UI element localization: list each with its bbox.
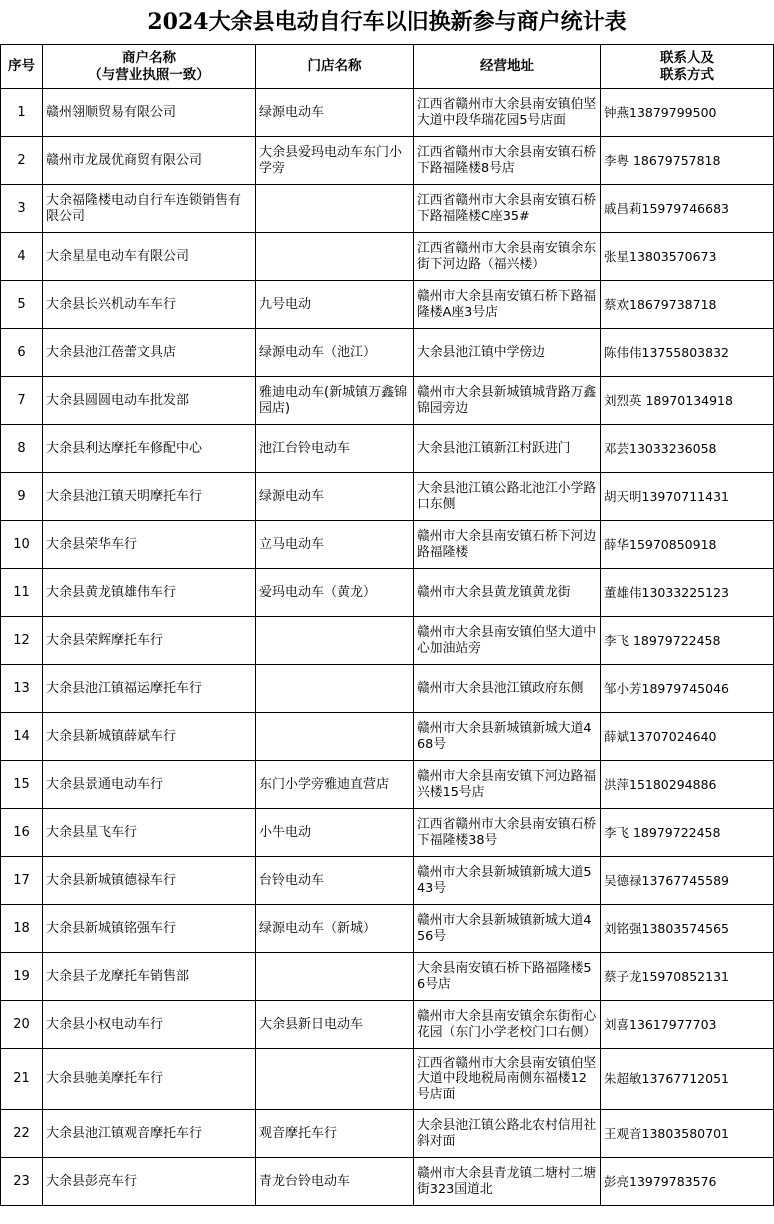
header-address: 经营地址 — [414, 45, 601, 89]
cell-contact: 王观音13803580701 — [601, 1110, 774, 1158]
cell-no: 6 — [1, 329, 43, 377]
cell-store: 绿源电动车 — [256, 473, 414, 521]
table-row — [1, 857, 774, 905]
cell-no: 8 — [1, 425, 43, 473]
cell-merchant: 大余福隆楼电动自行车连锁销售有限公司 — [43, 185, 256, 233]
cell-store: 台铃电动车 — [256, 857, 414, 905]
cell-address: 赣州市大余县南安镇下河边路福兴楼15号店 — [414, 761, 601, 809]
cell-merchant: 大余县驰美摩托车行 — [43, 1049, 256, 1110]
cell-merchant: 大余县长兴机动车车行 — [43, 281, 256, 329]
cell-store — [256, 665, 414, 713]
cell-contact: 蔡欢18679738718 — [601, 281, 774, 329]
cell-no: 20 — [1, 1001, 43, 1049]
cell-address: 大余县池江镇中学傍边 — [414, 329, 601, 377]
cell-merchant: 大余县子龙摩托车销售部 — [43, 953, 256, 1001]
cell-contact: 邓芸13033236058 — [601, 425, 774, 473]
cell-no: 7 — [1, 377, 43, 425]
table-row — [1, 713, 774, 761]
cell-merchant: 赣州翎顺贸易有限公司 — [43, 89, 256, 137]
cell-no: 4 — [1, 233, 43, 281]
cell-merchant: 大余县圆圆电动车批发部 — [43, 377, 256, 425]
cell-merchant: 大余县新城镇薛斌车行 — [43, 713, 256, 761]
cell-no: 21 — [1, 1049, 43, 1110]
cell-address: 赣州市大余县新城镇城背路万鑫锦园旁边 — [414, 377, 601, 425]
cell-store: 绿源电动车 — [256, 89, 414, 137]
cell-contact: 邹小芳18979745046 — [601, 665, 774, 713]
cell-address: 大余县南安镇石桥下路福隆楼56号店 — [414, 953, 601, 1001]
cell-address: 赣州市大余县南安镇石桥下路福隆楼A座3号店 — [414, 281, 601, 329]
table-row — [1, 617, 774, 665]
cell-contact: 李飞 18979722458 — [601, 809, 774, 857]
cell-address: 赣州市大余县青龙镇二塘村二塘街323国道北 — [414, 1158, 601, 1206]
cell-store: 池江台铃电动车 — [256, 425, 414, 473]
cell-contact: 刘铭强13803574565 — [601, 905, 774, 953]
cell-store: 绿源电动车（池江） — [256, 329, 414, 377]
table-row — [1, 281, 774, 329]
cell-store: 九号电动 — [256, 281, 414, 329]
cell-no: 13 — [1, 665, 43, 713]
table-row — [1, 377, 774, 425]
table-row — [1, 233, 774, 281]
cell-no: 1 — [1, 89, 43, 137]
cell-no: 16 — [1, 809, 43, 857]
cell-store: 青龙台铃电动车 — [256, 1158, 414, 1206]
table-row — [1, 809, 774, 857]
header-merchant — [43, 45, 256, 89]
cell-merchant: 大余县小权电动车行 — [43, 1001, 256, 1049]
table-row — [1, 761, 774, 809]
cell-store: 爱玛电动车（黄龙） — [256, 569, 414, 617]
table-row — [1, 1049, 774, 1110]
cell-merchant: 大余县池江蓓蕾文具店 — [43, 329, 256, 377]
cell-merchant: 大余县新城镇铭强车行 — [43, 905, 256, 953]
cell-store: 大余县新日电动车 — [256, 1001, 414, 1049]
cell-store: 东门小学旁雅迪直营店 — [256, 761, 414, 809]
cell-no: 3 — [1, 185, 43, 233]
header-store: 门店名称 — [256, 45, 414, 89]
cell-contact: 朱超敏13767712051 — [601, 1049, 774, 1110]
cell-address: 赣州市大余县新城镇新城大道456号 — [414, 905, 601, 953]
cell-no: 12 — [1, 617, 43, 665]
table-row — [1, 1001, 774, 1049]
cell-no: 10 — [1, 521, 43, 569]
cell-store: 雅迪电动车(新城镇万鑫锦园店) — [256, 377, 414, 425]
cell-no: 23 — [1, 1158, 43, 1206]
cell-store — [256, 233, 414, 281]
cell-merchant: 大余县彭亮车行 — [43, 1158, 256, 1206]
cell-address: 江西省赣州市大余县南安镇余东街下河边路（福兴楼） — [414, 233, 601, 281]
table-row — [1, 953, 774, 1001]
cell-contact: 刘喜13617977703 — [601, 1001, 774, 1049]
cell-store — [256, 185, 414, 233]
cell-no: 19 — [1, 953, 43, 1001]
table-row — [1, 1158, 774, 1206]
table-row — [1, 473, 774, 521]
cell-merchant: 大余县荣辉摩托车行 — [43, 617, 256, 665]
cell-no: 22 — [1, 1110, 43, 1158]
table-row — [1, 137, 774, 185]
cell-merchant: 大余县黄龙镇雄伟车行 — [43, 569, 256, 617]
cell-address: 赣州市大余县南安镇石桥下河边路福隆楼 — [414, 521, 601, 569]
cell-no: 14 — [1, 713, 43, 761]
cell-address: 大余县池江镇公路北农村信用社斜对面 — [414, 1110, 601, 1158]
table-row — [1, 89, 774, 137]
cell-address: 赣州市大余县新城镇新城大道543号 — [414, 857, 601, 905]
cell-merchant: 大余星星电动车有限公司 — [43, 233, 256, 281]
cell-store: 立马电动车 — [256, 521, 414, 569]
cell-no: 5 — [1, 281, 43, 329]
cell-contact: 蔡子龙15970852131 — [601, 953, 774, 1001]
cell-contact: 刘烈英 18970134918 — [601, 377, 774, 425]
cell-store: 观音摩托车行 — [256, 1110, 414, 1158]
cell-contact: 钟燕13879799500 — [601, 89, 774, 137]
header-merchant-line1: 商户名称 — [122, 49, 176, 66]
cell-contact: 洪萍15180294886 — [601, 761, 774, 809]
cell-address: 赣州市大余县南安镇余东街衔心花园（东门小学老校门口右侧） — [414, 1001, 601, 1049]
cell-merchant: 大余县池江镇福运摩托车行 — [43, 665, 256, 713]
cell-no: 2 — [1, 137, 43, 185]
cell-address: 赣州市大余县新城镇新城大道468号 — [414, 713, 601, 761]
cell-store — [256, 953, 414, 1001]
table-row — [1, 521, 774, 569]
cell-address: 赣州市大余县黄龙镇黄龙街 — [414, 569, 601, 617]
cell-no: 18 — [1, 905, 43, 953]
table-row — [1, 665, 774, 713]
cell-merchant: 赣州市龙晟优商贸有限公司 — [43, 137, 256, 185]
cell-address: 江西省赣州市大余县南安镇伯坚大道中段地税局南侧东福楼12号店面 — [414, 1049, 601, 1110]
table-row — [1, 185, 774, 233]
cell-address: 大余县池江镇新江村跃进门 — [414, 425, 601, 473]
cell-contact: 吴德禄13767745589 — [601, 857, 774, 905]
table-row — [1, 329, 774, 377]
cell-contact: 李粤 18679757818 — [601, 137, 774, 185]
cell-no: 11 — [1, 569, 43, 617]
cell-store: 小牛电动 — [256, 809, 414, 857]
merchant-table — [0, 44, 774, 1206]
cell-merchant: 大余县荣华车行 — [43, 521, 256, 569]
cell-store — [256, 713, 414, 761]
document-title: 2024大余县电动自行车以旧换新参与商户统计表 — [147, 9, 627, 35]
cell-contact: 戚昌莉15979746683 — [601, 185, 774, 233]
cell-no: 9 — [1, 473, 43, 521]
cell-store — [256, 617, 414, 665]
table-row — [1, 905, 774, 953]
header-contact-line1: 联系人及 — [660, 49, 714, 66]
cell-address: 江西省赣州市大余县南安镇石桥下路福隆楼C座35# — [414, 185, 601, 233]
table-row — [1, 569, 774, 617]
header-contact-line2: 联系方式 — [660, 66, 714, 83]
cell-store: 绿源电动车（新城） — [256, 905, 414, 953]
cell-no: 17 — [1, 857, 43, 905]
cell-contact: 陈伟伟13755803832 — [601, 329, 774, 377]
cell-no: 15 — [1, 761, 43, 809]
cell-merchant: 大余县星飞车行 — [43, 809, 256, 857]
cell-address: 江西省赣州市大余县南安镇伯坚大道中段华瑞花园5号店面 — [414, 89, 601, 137]
cell-address: 江西省赣州市大余县南安镇石桥下路福隆楼8号店 — [414, 137, 601, 185]
header-row — [1, 45, 774, 89]
cell-store: 大余县爱玛电动车东门小学旁 — [256, 137, 414, 185]
cell-contact: 薛斌13707024640 — [601, 713, 774, 761]
header-contact — [601, 45, 774, 89]
cell-store — [256, 1049, 414, 1110]
cell-merchant: 大余县新城镇德禄车行 — [43, 857, 256, 905]
table-row — [1, 1110, 774, 1158]
cell-contact: 张星13803570673 — [601, 233, 774, 281]
cell-contact: 董雄伟13033225123 — [601, 569, 774, 617]
cell-contact: 薛华15970850918 — [601, 521, 774, 569]
cell-address: 江西省赣州市大余县南安镇石桥下福隆楼38号 — [414, 809, 601, 857]
header-no: 序号 — [1, 45, 43, 89]
cell-contact: 李飞 18979722458 — [601, 617, 774, 665]
cell-merchant: 大余县利达摩托车修配中心 — [43, 425, 256, 473]
cell-contact: 彭亮13979783576 — [601, 1158, 774, 1206]
cell-address: 赣州市大余县南安镇伯坚大道中心加油站旁 — [414, 617, 601, 665]
cell-merchant: 大余县池江镇观音摩托车行 — [43, 1110, 256, 1158]
cell-merchant: 大余县池江镇天明摩托车行 — [43, 473, 256, 521]
cell-address: 赣州市大余县池江镇政府东侧 — [414, 665, 601, 713]
cell-contact: 胡天明13970711431 — [601, 473, 774, 521]
table-row — [1, 425, 774, 473]
cell-address: 大余县池江镇公路北池江小学路口东侧 — [414, 473, 601, 521]
header-merchant-line2: （与营业执照一致） — [88, 66, 210, 83]
cell-merchant: 大余县景通电动车行 — [43, 761, 256, 809]
